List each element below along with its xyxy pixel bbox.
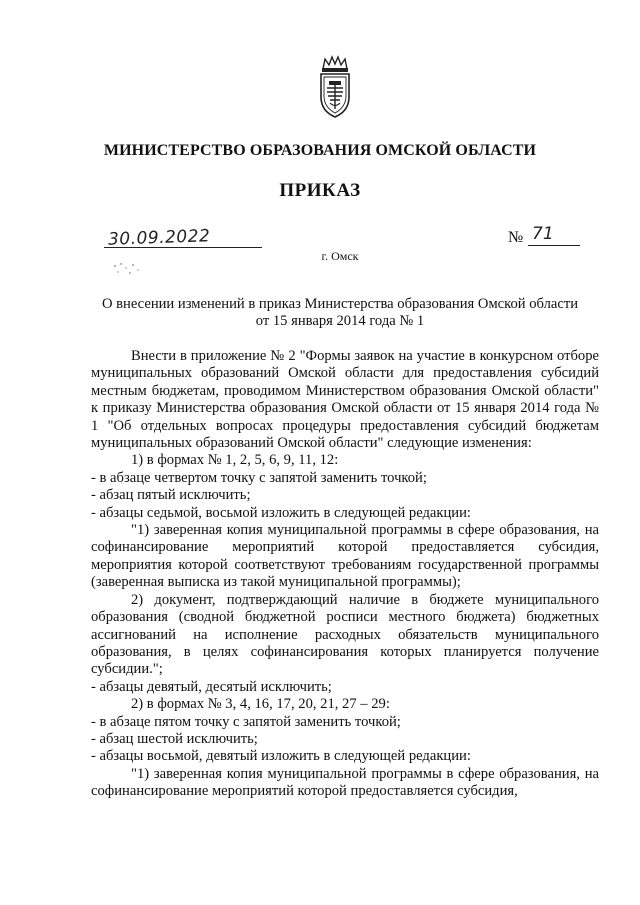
item-2-b: - абзац шестой исключить; (91, 730, 258, 747)
date-underline (104, 247, 262, 248)
item-2: 2) в формах № 3, 4, 16, 17, 20, 21, 27 – 29: (131, 696, 390, 713)
subject-line-1: О внесении изменений в приказ Министерства образования Омской области (101, 296, 579, 312)
item-1-b: - абзац пятый исключить; (91, 487, 251, 504)
quote-1: "1) заверенная копия муниципальной программы в сфере образования, на софинансирование мероприятий которой предоставляется субсидия, мероприятия которой соответствуют требованиям государственной программы (заверенная выписка из такой муниципальной программы); (91, 522, 599, 591)
city: г. Омск (321, 249, 359, 263)
item-1-d: - абзацы девятый, десятый исключить; (91, 678, 332, 695)
order-subject (80, 296, 600, 330)
ministry-name: МИНИСТЕРСТВО ОБРАЗОВАНИЯ ОМСКОЙ ОБЛАСТИ (103, 142, 537, 159)
intro-paragraph: Внести в приложение № 2 "Формы заявок на участие в конкурсном отборе муниципальных образований Омской области для предоставления субсидий местным бюджетам, проводимом Министерством образования Омской области" к приказу Министерства образования Омской области от 15 января 2014 года № 1 "Об отдельных вопросах процедуры предоставления субсидий бюджетам муниципальных образований Омской области" следующие изменения: (91, 348, 599, 452)
quote-3: "1) заверенная копия муниципальной программы в сфере образования, на софинансирование мероприятий которой предоставляется субсидия, (91, 765, 599, 800)
order-date: 30.09.2022 (107, 226, 211, 250)
item-1-c: - абзацы седьмой, восьмой изложить в следующей редакции: (91, 504, 471, 521)
subject-line-2: от 15 января 2014 года № 1 (255, 313, 425, 329)
order-title: ПРИКАЗ (279, 180, 361, 201)
item-2-a: - в абзаце пятом точку с запятой заменить точкой; (91, 713, 401, 730)
stamp-marks-icon (112, 262, 142, 276)
coat-of-arms-icon (315, 55, 355, 119)
order-number: 71 (532, 224, 554, 244)
quote-2: 2) документ, подтверждающий наличие в бюджете муниципального образования (сводной бюджетной росписи местного бюджета) бюджетных ассигнований на исполнение расходных обязательств муниципального образования, в целях софинансирования которых планируется получение субсидии."; (91, 591, 599, 678)
item-2-c: - абзацы восьмой, девятый изложить в следующей редакции: (91, 748, 471, 765)
number-underline (528, 245, 580, 246)
item-1-a: - в абзаце четвертом точку с запятой заменить точкой; (91, 469, 427, 486)
order-number-label: № (508, 229, 524, 246)
order-body (91, 348, 599, 801)
item-1: 1) в формах № 1, 2, 5, 6, 9, 11, 12: (131, 452, 339, 469)
